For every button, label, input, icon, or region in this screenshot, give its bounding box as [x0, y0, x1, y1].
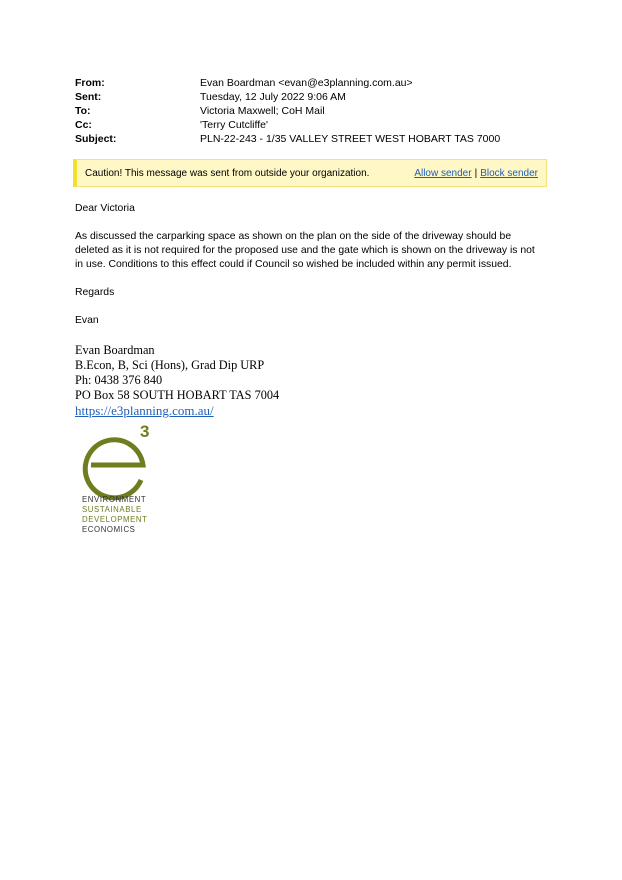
signature-phone: Ph: 0438 376 840 [75, 373, 163, 387]
paragraph-line: deleted as it is not required for the proposed use and the gate which is shown on the driveway is not [75, 245, 535, 256]
caution-message: Caution! This message was sent from outside your organization. [85, 167, 370, 179]
email-header [75, 76, 555, 146]
signature-name: Evan Boardman [75, 343, 155, 357]
signature-address: PO Box 58 SOUTH HOBART TAS 7004 [75, 388, 280, 402]
cc-row [75, 118, 555, 132]
logo-line-sustainable: SUSTAINABLE [82, 505, 142, 514]
logo-line-development: DEVELOPMENT [82, 515, 148, 524]
sent-label: Sent: [75, 91, 102, 103]
sent-value: Tuesday, 12 July 2022 9:06 AM [200, 91, 346, 103]
from-label: From: [75, 77, 105, 89]
allow-sender-link[interactable]: Allow sender [414, 167, 472, 179]
cc-value: 'Terry Cutcliffe' [200, 119, 268, 131]
from-row [75, 76, 555, 90]
cc-label: Cc: [75, 119, 92, 131]
to-label: To: [75, 105, 91, 117]
logo-line-environment: ENVIRONMENT [82, 495, 147, 504]
greeting: Dear Victoria [75, 203, 135, 214]
link-separator: | [474, 167, 478, 179]
regards: Regards [75, 287, 115, 298]
email-signature [75, 343, 279, 418]
logo-superscript: 3 [140, 422, 150, 441]
to-row [75, 104, 555, 118]
from-value: Evan Boardman <evan@e3planning.com.au> [200, 77, 413, 89]
to-value: Victoria Maxwell; CoH Mail [200, 105, 325, 117]
message-paragraph [75, 230, 553, 272]
sent-row [75, 90, 555, 104]
subject-value: PLN-22-243 - 1/35 VALLEY STREET WEST HOBART TAS 7000 [200, 133, 501, 145]
subject-row [75, 132, 555, 146]
sender-actions [414, 168, 538, 179]
signature-website-link[interactable]: https://e3planning.com.au/ [75, 403, 214, 418]
signature-qualifications: B.Econ, B, Sci (Hons), Grad Dip URP [75, 358, 265, 372]
sender-name: Evan [75, 315, 99, 326]
external-sender-banner [73, 159, 547, 187]
logo-line-economics: ECONOMICS [82, 525, 136, 534]
paragraph-line: in use. Conditions to this effect could if Council so wished be included within any permit issued. [75, 259, 512, 270]
block-sender-link[interactable]: Block sender [480, 167, 538, 179]
subject-label: Subject: [75, 133, 117, 145]
paragraph-line: As discussed the carparking space as shown on the plan on the side of the driveway should be [75, 231, 512, 242]
